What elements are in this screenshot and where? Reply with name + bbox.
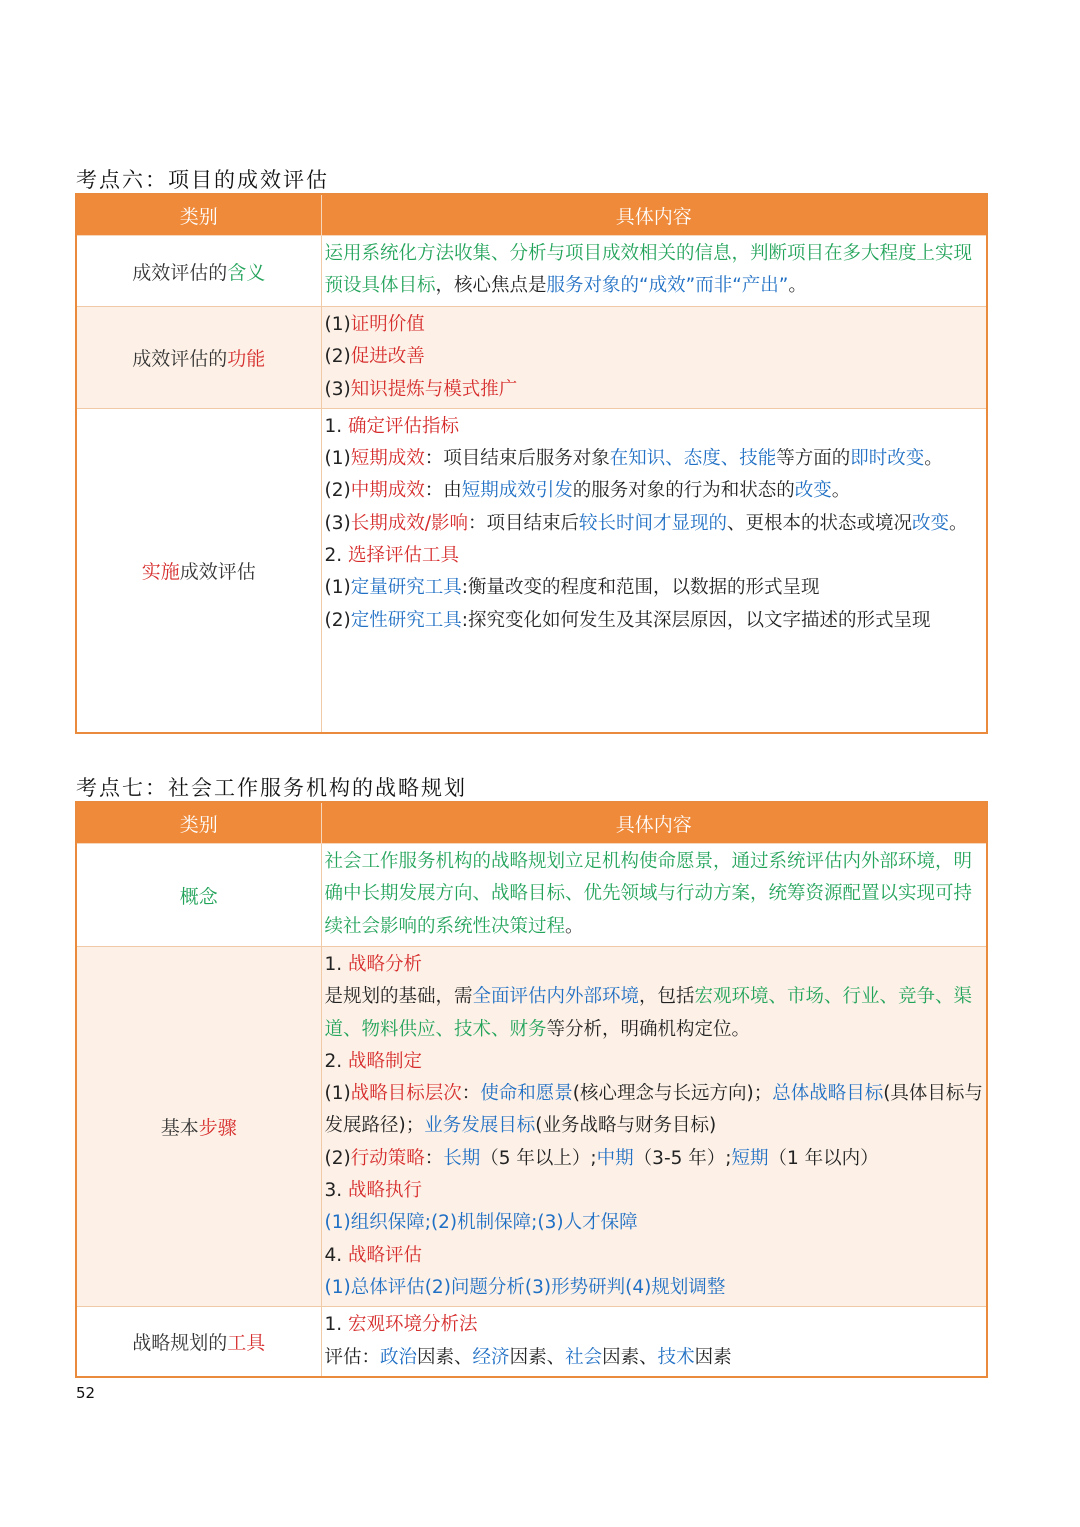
content-line	[325, 475, 985, 507]
text-run: （5 年以上）;	[480, 1147, 597, 1169]
text-run: 成效评估的	[132, 261, 228, 284]
content-line	[325, 605, 985, 637]
content-line	[325, 981, 985, 1046]
text-run: (业务战略与财务目标)	[535, 1115, 717, 1137]
text-run: 长期成效/影响	[350, 512, 468, 534]
row-content	[321, 1307, 987, 1377]
content-line	[325, 1046, 985, 1078]
text-run: 社会工作服务机构的战略规划立足机构使命愿景，通过系统评估内外部环境，明确中长期发展方向、战略目标、优先领域与行动方案，统筹资源配置以实现可持续社会影响的系统性决策过程	[324, 851, 973, 937]
text-run: 因素、	[509, 1346, 566, 1368]
text-run: 中期	[596, 1147, 634, 1169]
text-run: 促进改善	[350, 346, 425, 368]
content-line	[325, 309, 985, 341]
section-title: 考点七：社会工作服务机构的战略规划	[76, 776, 467, 800]
text-run: （3-5 年）;	[633, 1147, 732, 1169]
text-run: (2)	[324, 1147, 351, 1169]
text-run: 1.	[324, 1314, 349, 1336]
text-run: 成效评估	[179, 560, 256, 583]
text-run: 4.	[324, 1244, 349, 1266]
text-run: 3.	[324, 1180, 349, 1202]
content-line	[325, 1309, 985, 1341]
text-run: （1 年以内）	[768, 1147, 879, 1169]
text-run: ：由	[424, 480, 462, 502]
text-run: 改变	[794, 480, 832, 502]
page-number: 52	[76, 1384, 96, 1402]
text-run: (1)	[324, 448, 351, 470]
table-header-row	[76, 194, 987, 236]
text-run: :探究变化如何发生及其深层原因，以文字描述的形式呈现	[461, 609, 931, 631]
section-title: 考点六：项目的成效评估	[76, 168, 329, 192]
header-category: 类别	[76, 802, 321, 844]
text-run: 评估：	[324, 1346, 381, 1368]
text-run: (1)	[324, 577, 351, 599]
text-run: 战略规划的	[132, 1332, 228, 1355]
text-run: 战略执行	[348, 1180, 423, 1202]
text-run: (1)	[324, 1083, 351, 1105]
text-run: ：项目结束后服务对象	[424, 448, 610, 470]
text-run: 等分析，明确机构定位。	[546, 1018, 751, 1040]
text-run: 较长时间才显现的	[578, 512, 727, 534]
text-run: (3)	[324, 378, 351, 400]
content-line	[325, 949, 985, 981]
table-outcome-evaluation	[75, 193, 988, 734]
content-line	[325, 1078, 985, 1143]
row-content	[321, 307, 987, 409]
text-run: 中期成效	[350, 480, 425, 502]
text-run: 战略评估	[348, 1244, 423, 1266]
text-run: 1.	[324, 954, 349, 975]
text-run: 含义	[227, 261, 266, 284]
text-run: 短期	[731, 1147, 769, 1169]
text-run: (2)	[324, 346, 351, 368]
text-run: 。	[565, 915, 584, 937]
text-run: 因素、	[417, 1346, 473, 1368]
text-run: 全面评估内外部环境	[472, 986, 640, 1008]
text-run: 、更根本的状态或境况	[726, 512, 912, 534]
row-category	[76, 844, 321, 947]
text-run: 成效评估的	[132, 347, 228, 370]
header-category: 类别	[76, 194, 321, 236]
text-run: 2.	[324, 545, 349, 567]
content-line	[325, 1342, 985, 1374]
text-run: 。	[949, 512, 968, 534]
table-row	[76, 307, 987, 409]
text-run: ：项目结束后	[467, 512, 579, 534]
text-run: 运用系统化方法收集、分析与项目成效相关的信息，判断项目在多大程度上实现预设具体目标	[324, 243, 973, 297]
text-run: 在知识、态度、技能	[609, 448, 777, 470]
text-run: (具体目标与发展路径)；	[324, 1083, 983, 1137]
text-run: 是规划的基础，需	[324, 986, 473, 1008]
text-run: 2.	[324, 1050, 349, 1072]
text-run: 改变	[912, 512, 950, 534]
row-content	[321, 844, 987, 947]
text-run: 即时改变	[850, 448, 925, 470]
text-run: 总体战略目标	[772, 1083, 884, 1105]
content-line	[325, 411, 985, 443]
text-run: 选择评估工具	[348, 545, 460, 567]
text-run: 短期成效	[350, 448, 425, 470]
text-run: 使命和愿景	[480, 1083, 573, 1105]
text-run: 业务发展目标	[424, 1115, 536, 1137]
text-run: ：	[424, 1147, 444, 1169]
text-run: 。	[924, 448, 943, 470]
text-run: 实施	[141, 560, 180, 583]
text-run: 工具	[227, 1332, 266, 1355]
text-run: (核心理念与长远方向)；	[572, 1083, 773, 1105]
row-content	[321, 236, 987, 307]
table-row	[76, 236, 987, 307]
content-line	[325, 1272, 985, 1304]
text-run: 战略分析	[348, 954, 423, 975]
text-run: (1)	[324, 314, 351, 335]
text-run: 短期成效引发	[461, 480, 573, 502]
text-run: (3)	[324, 512, 351, 534]
text-run: :衡量改变的程度和范围，以数据的形式呈现	[461, 577, 820, 599]
text-run: 宏观环境、市场、行业、竞争、渠道、物料供应、技术、财务	[324, 986, 973, 1040]
row-category	[76, 307, 321, 409]
text-run: 基本	[160, 1117, 199, 1140]
text-run: 定量研究工具	[350, 577, 462, 599]
text-run: 知识提炼与模式推广	[350, 378, 518, 400]
text-run: ，核心焦点是	[435, 275, 547, 297]
header-content: 具体内容	[321, 802, 987, 844]
text-run: 1.	[324, 415, 349, 437]
text-run: 服务对象的“成效”而非“产出”	[546, 275, 789, 297]
text-run: 。	[788, 275, 807, 297]
text-run: 定性研究工具	[350, 609, 462, 631]
text-run: 社会	[565, 1346, 603, 1368]
content-line	[325, 1143, 985, 1175]
text-run: 因素、	[602, 1346, 658, 1368]
text-run: 确定评估指标	[348, 415, 460, 437]
text-run: 战略目标层次	[350, 1083, 462, 1105]
content-line	[325, 540, 985, 572]
row-category	[76, 236, 321, 307]
text-run: ，包括	[639, 986, 695, 1008]
text-run: ：	[461, 1083, 481, 1105]
text-run: 等方面的	[776, 448, 851, 470]
text-run: 技术	[657, 1346, 695, 1368]
text-run: 概念	[179, 885, 218, 908]
table-row	[76, 408, 987, 733]
row-category	[76, 1307, 321, 1377]
table-row	[76, 844, 987, 947]
row-content	[321, 947, 987, 1307]
text-run: 政治	[380, 1346, 418, 1368]
table-header-row	[76, 802, 987, 844]
text-run: 因素	[694, 1346, 732, 1368]
table-row	[76, 1307, 987, 1377]
text-run: 行动策略	[350, 1147, 425, 1169]
text-run: 证明价值	[350, 314, 425, 335]
table-strategic-planning	[75, 801, 988, 1378]
content-line	[325, 374, 985, 406]
text-run: 。	[831, 480, 851, 502]
row-category	[76, 408, 321, 733]
text-run: 战略制定	[348, 1050, 423, 1072]
text-run: 长期	[443, 1147, 481, 1169]
content-line	[325, 238, 985, 303]
header-content: 具体内容	[321, 194, 987, 236]
text-run: (2)	[324, 609, 351, 631]
text-run: 功能	[227, 347, 266, 370]
text-run: 宏观环境分析法	[348, 1314, 478, 1336]
row-category	[76, 947, 321, 1307]
content-line	[325, 846, 985, 943]
text-run: 步骤	[198, 1117, 237, 1140]
content-line	[325, 1207, 985, 1239]
table-row	[76, 947, 987, 1307]
text-run: 的服务对象的行为和状态的	[572, 480, 795, 502]
text-run: (1)组织保障;(2)机制保障;(3)人才保障	[324, 1212, 638, 1234]
content-line	[325, 508, 985, 540]
content-line	[325, 341, 985, 373]
text-run: (1)总体评估(2)问题分析(3)形势研判(4)规划调整	[324, 1276, 726, 1298]
text-run: 经济	[472, 1346, 510, 1368]
content-line	[325, 1175, 985, 1207]
content-line	[325, 443, 985, 475]
content-line	[325, 1240, 985, 1272]
content-line	[325, 572, 985, 604]
row-content	[321, 408, 987, 733]
text-run: (2)	[324, 480, 351, 502]
